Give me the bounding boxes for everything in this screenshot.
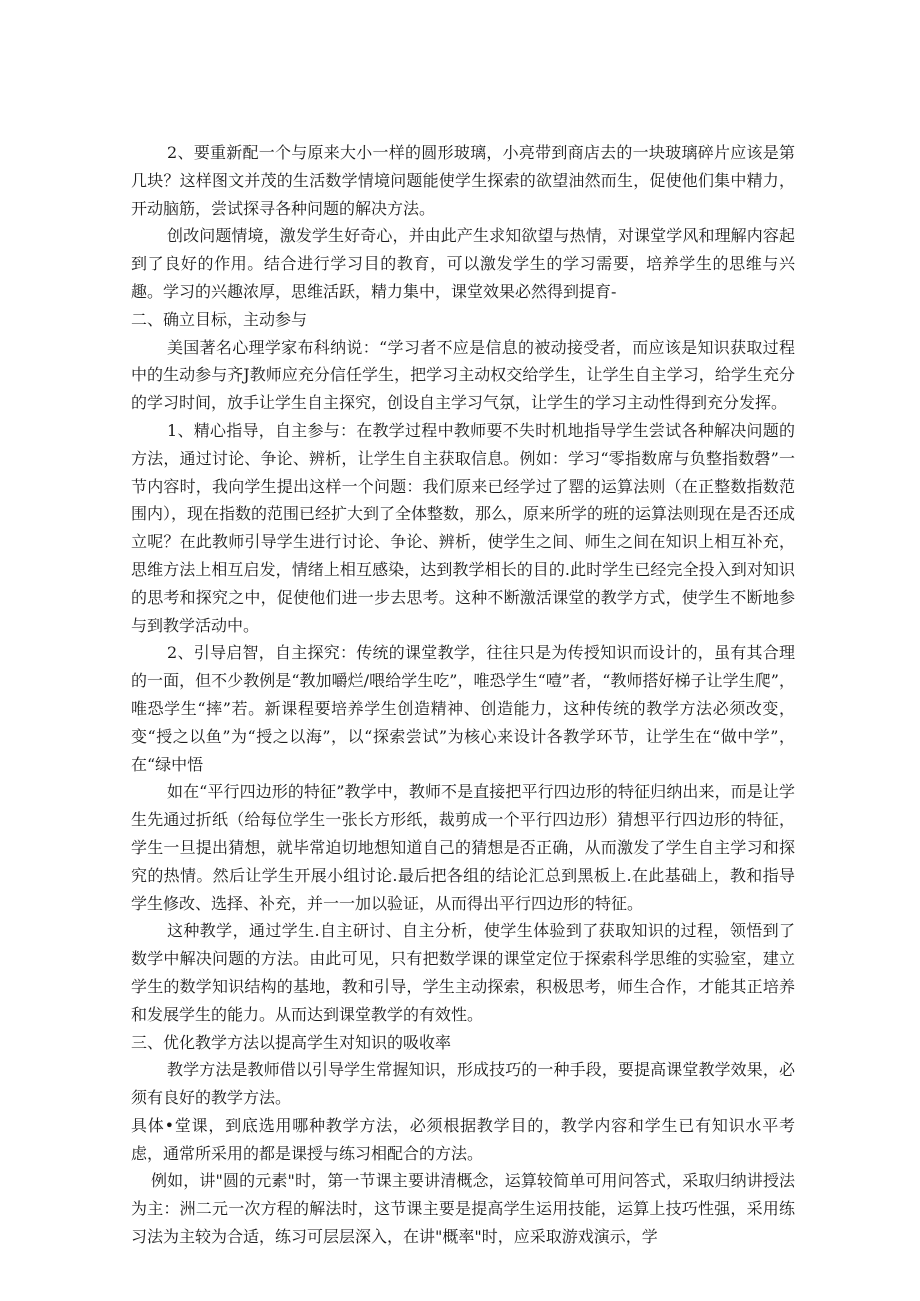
paragraph-example: 例如，讲"圆的元素"时，第一节课主要讲清概念，运算较简单可用问答式，采取归纳讲授法为主：洲二元一次方程的解法时，这节课主要是提高学生运用技能，运算上技巧性强，采用练习法为主较为合适，练习可层层深入，在讲"概率"时，应采取游戏演示，学 — [131, 1171, 795, 1247]
section-heading-2: 二、确立目标，主动参与 — [131, 309, 308, 329]
paragraph-glass-problem: 2、要重新配一个与原来大小一样的圆形玻璃，小亮带到商店去的一块玻璃碎片应该是第几块？这样图文并茂的生活数学情境问题能使学生探索的欲望油然而生，促使他们集中精力，开动脑筋，尝试探寻各种问题的解决方法。 — [131, 143, 795, 218]
paragraph-this-teaching: 这种教学，通过学生.自主研讨、自主分析，使学生体验到了获取知识的过程，领悟到了数学中解决问题的方法。由此可见，只有把数学课的课堂定位于探索科学思维的实验室，建立学生的数学知识结构的基地，教和引导，学生主动探索，积极思考，师生合作，才能其正培养和发展学生的能力。从而达到课堂教学的有效性。 — [131, 921, 795, 1024]
paragraph-bruner-quote: 美国著名心理学家布科纳说：“学习者不应是信息的被动接受者，而应该是知识获取过程中的生动参与齐J教师应充分信任学生，把学习主动权交给学生，让学生自主学习，给学生充分的学习时间，放手让学生自主探究，创设自主学习气氛，让学生的学习主动性得到充分发挥。 — [131, 337, 795, 413]
paragraph-teaching-method: 教学方法是教师借以引导学生常握知识，形成技巧的一种手段，要提高课堂教学效果，必须有良好的教学方法。 — [131, 1060, 795, 1108]
paragraph-guidance: 1、精心指导，自主参与：在教学过程中教师要不失时机地指导学生尝试各种解决问题的方法，通过讨论、争论、辨析，让学生自主获取信息。例如：学习“零指数席与负整指数磬”一节内容时，我向学生提出这样一个问题：我们原来已经学过了罂的运算法则（在正整数指数范围内），现在指数的范围已经扩大到了全体整数，那么，原来所学的班的运算法则现在是否还成立呢？在此教师引导学生进行讨论、争论、辨析，使学生之间、师生之间在知识上相互补充，思维方法上相互启发，情绪上相互感染，达到教学相长的目的.此时学生已经完全投入到对知识的思考和探究之中，促使他们进一步去思考。这种不断激活课堂的教学方式，使学生不断地参与到教学活动中。 — [131, 420, 796, 635]
document-body — [131, 139, 795, 1251]
paragraph-specific-lesson: 具体•堂课，到底选用哪种教学方法，必须根据教学目的，教学内容和学生已有知识水平考虑，通常所采用的都是课授与练习相配合的方法。 — [131, 1115, 795, 1163]
paragraph-parallelogram: 如在“平行四边形的特征”教学中，教师不是直接把平行四边形的特征归纳出来，而是让学生先通过折纸（给每位学生一张长方形纸，裁剪成一个平行四边形）猜想平行四边形的特征，学生一旦提出猜想，就毕常迫切地想知道自己的猜想是否正确，从而激发了学生自主学习和探究的热情。然后让学生开展小组讨论.最后把各组的结论汇总到黑板上.在此基础上，教和指导学生修改、选择、补充，并一一加以验证，从而得出平行四边形的特征。 — [131, 782, 795, 913]
section-heading-3: 三、优化教学方法以提高学生对知识的吸收率 — [131, 1032, 452, 1052]
paragraph-create-situation: 创改问题情境，激发学生好奇心，并由此产生求知欲望与热情，对课堂学风和理解内容起到了良好的作用。结合进行学习目的教育，可以激发学生的学习需要，培养学生的思维与兴趣。学习的兴趣浓厚，思维活跃，精力集中，课堂效果必然得到提育- — [131, 226, 795, 301]
paragraph-inspire: 2、引导启智，自主探究：传统的课堂教学，往往只是为传授知识而设计的，虽有其合理的一面，但不少教例是“教加嚼烂/喂给学生吃”，唯恐学生“噎”者，“教师搭好梯子让学生爬”，唯恐学生“摔”若。新课程要培养学生创造精神、创造能力，这种传统的教学方法必须改变，变“授之以鱼”为“授之以海”，以“探索尝试”为核心来设计各教学环节，让学生在“做中学”，在“绿中悟 — [131, 643, 795, 774]
